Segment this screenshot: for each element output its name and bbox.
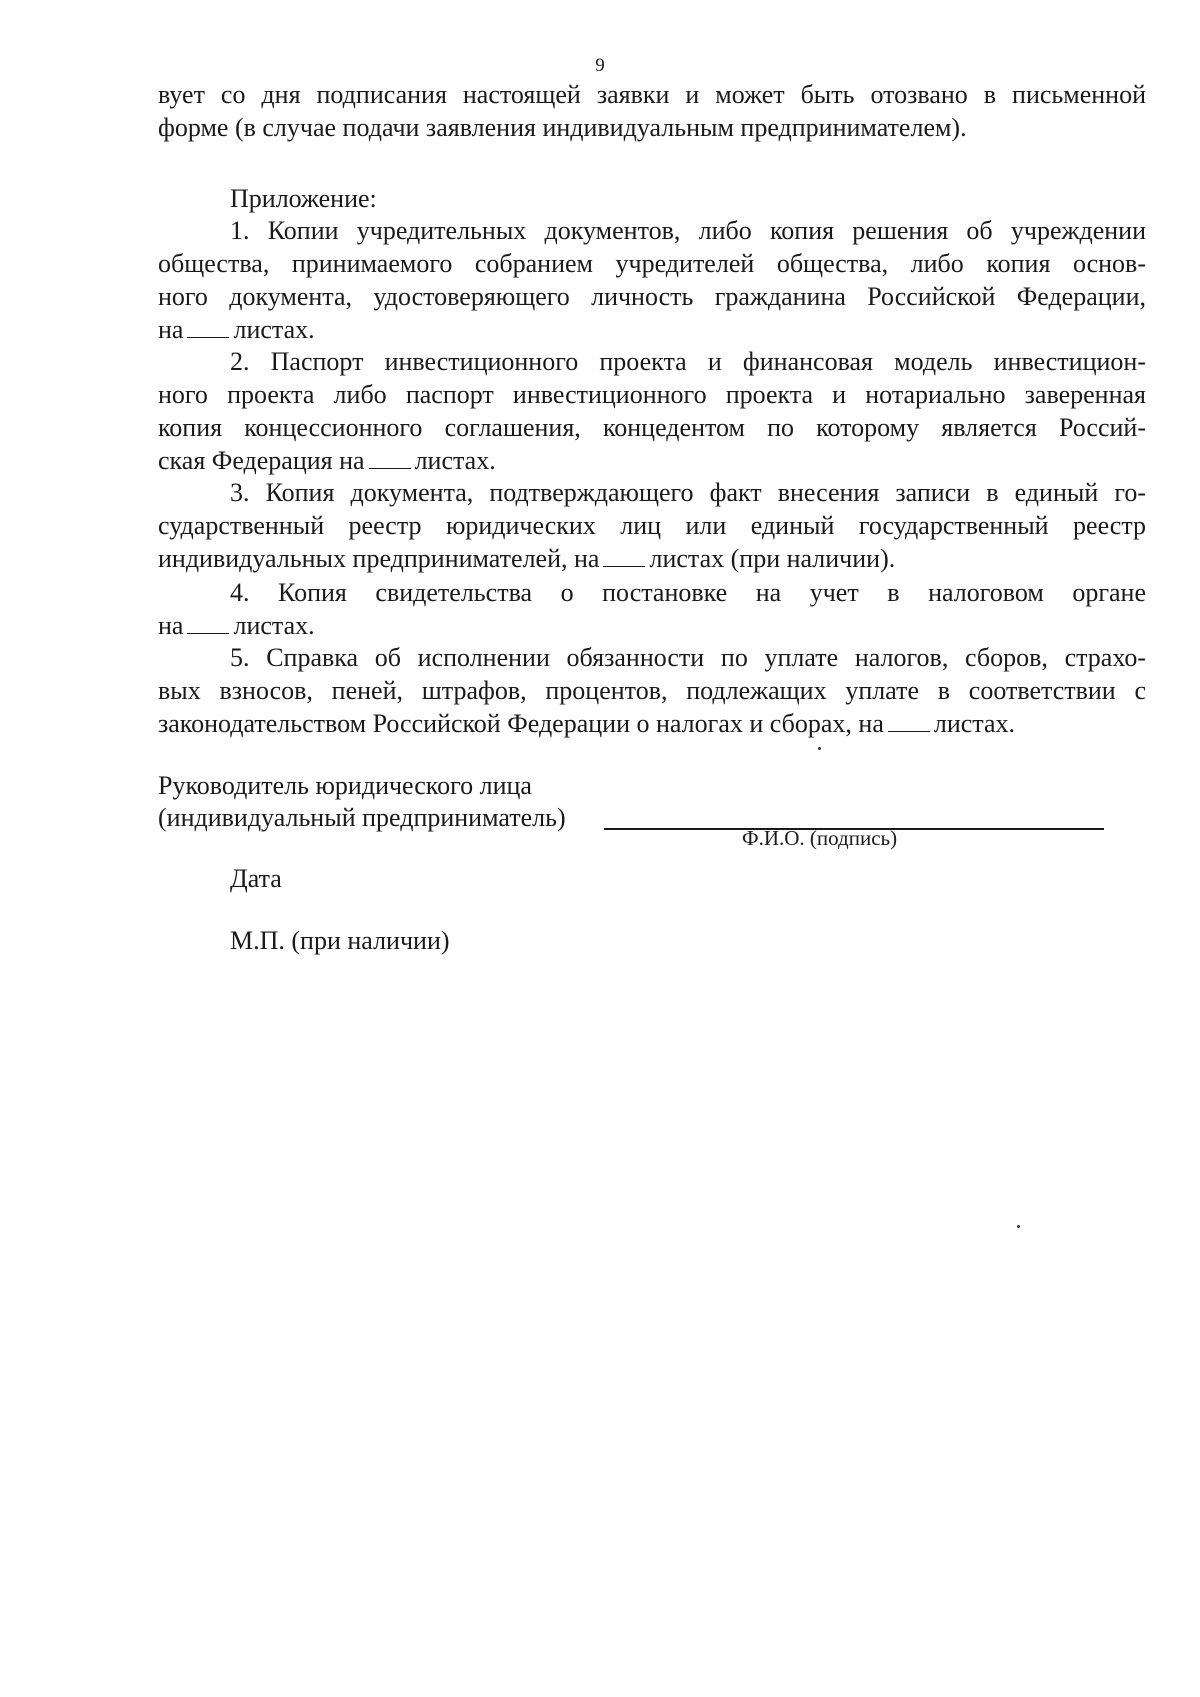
item-5-tail-after: листах. <box>933 709 1016 738</box>
item-2-tail-before: ская Федерация на <box>158 446 365 475</box>
item-2-sheets-blank <box>369 448 411 469</box>
item-1-tail-after: листах. <box>233 315 315 344</box>
item-1-line-3: ного документа, удостоверяющего личность гражданина Российской Федерации, <box>158 282 1146 311</box>
date-label: Дата <box>230 864 282 893</box>
signature-caption: Ф.И.О. (подпись) <box>742 826 898 850</box>
item-1-tail-before: на <box>158 315 184 344</box>
item-5-tail-before: законодательством Российской Федерации о налогах и сборах, на <box>158 709 884 738</box>
item-1-first-line: 1. Копии учредительных документов, либо копия решения об учреждении <box>230 216 1146 245</box>
signature-title-line-2: (индивидуальный предприниматель) <box>158 803 566 832</box>
item-5-tail <box>158 709 1015 739</box>
page-number: 9 <box>595 55 605 76</box>
intro-line-1: вует со дня подписания настоящей заявки и может быть отозвано в письменной <box>158 80 1146 109</box>
item-4-tail-before: на <box>158 611 184 640</box>
item-1-tail <box>158 315 315 345</box>
item-3-tail <box>158 544 895 574</box>
item-3-first-line: 3. Копия документа, подтверждающего факт внесения записи в единый го- <box>230 478 1146 507</box>
item-5-line-2: вых взносов, пеней, штрафов, процентов, подлежащих уплате в соответствии с <box>158 676 1146 705</box>
scan-speck <box>1017 1225 1020 1228</box>
item-2-tail-after: листах. <box>414 446 496 475</box>
item-4-first-line: 4. Копия свидетельства о постановке на учет в налоговом органе <box>230 578 1146 607</box>
intro-line-2: форме (в случае подачи заявления индивидуальным предпринимателем). <box>158 113 967 142</box>
item-2-first-line: 2. Паспорт инвестиционного проекта и финансовая модель инвестицион- <box>230 347 1146 376</box>
item-3-tail-before: индивидуальных предпринимателей, на <box>158 544 600 573</box>
scan-speck <box>818 747 821 750</box>
item-3-line-2: сударственный реестр юридических лиц или единый государственный реестр <box>158 511 1146 540</box>
item-2-tail <box>158 446 496 476</box>
item-2-line-2: ного проекта либо паспорт инвестиционного проекта и нотариально заверенная <box>158 380 1146 409</box>
item-3-sheets-blank <box>603 546 645 567</box>
item-4-tail <box>158 611 315 641</box>
appendix-heading: Приложение: <box>230 184 377 213</box>
signature-title-line-1: Руководитель юридического лица <box>158 771 532 800</box>
item-1-line-2: общества, принимаемого собранием учредителей общества, либо копия основ- <box>158 249 1146 278</box>
stamp-label: М.П. (при наличии) <box>230 926 450 955</box>
item-1-sheets-blank <box>187 317 229 338</box>
item-5-sheets-blank <box>888 711 930 732</box>
item-4-sheets-blank <box>187 613 229 634</box>
item-2-line-3: копия концессионного соглашения, концедентом по которому является Россий- <box>158 413 1146 442</box>
item-5-first-line: 5. Справка об исполнении обязанности по уплате налогов, сборов, страхо- <box>230 643 1146 672</box>
item-4-tail-after: листах. <box>233 611 315 640</box>
item-3-tail-after: листах (при наличии). <box>649 544 896 573</box>
